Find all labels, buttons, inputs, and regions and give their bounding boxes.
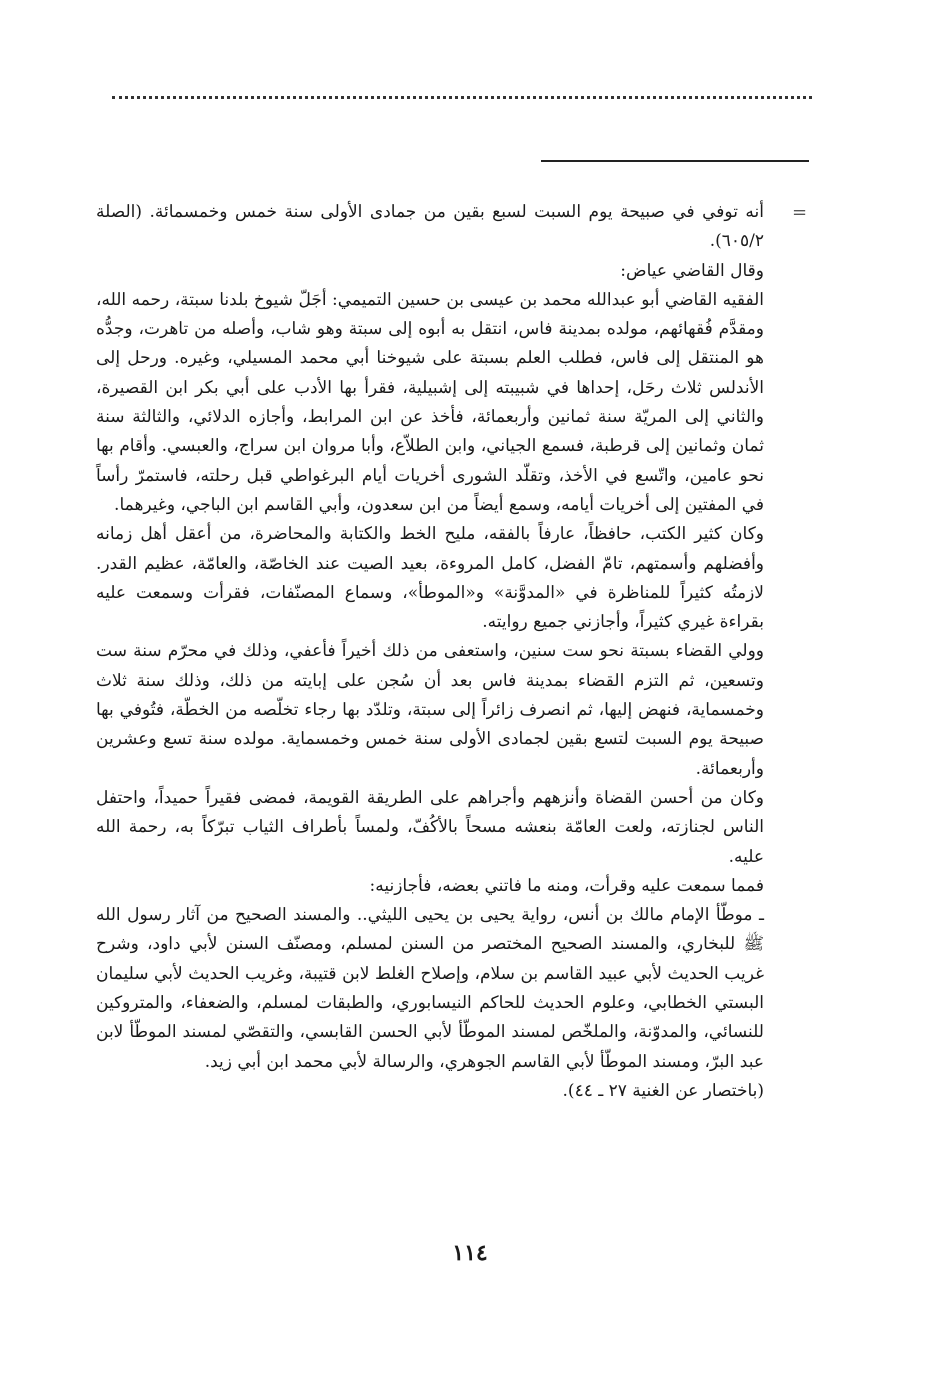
source-citation: (باختصار عن الغنية ٢٧ ـ ٤٤).	[562, 1080, 764, 1101]
footnote-line: وقال القاضي عياض:	[620, 260, 764, 281]
header-dotted-rule	[112, 96, 812, 99]
footnote-paragraph: ـ موطّأ الإمام مالك بن أنس، رواية يحيى بن يحيى الليثي.. والمسند الصحيح من آثار رسول الله ﷺ للبخاري، والمسند الصحيح المختصر من السنن لمسلم، ومصنّف السنن لأبي داود، وشرح غريب الحديث لأبي عبيد القاسم بن سلام، وإصلاح الغلط لابن قتيبة، وغريب الحديث لأبي سليمان البستي الخطابي، وعلوم الحديث للحاكم النيسابوري، والطبقات لمسلم، والضعفاء، والمتروكين للنسائي، والمدوّنة، والملخّص لمسند الموطّأ لأبي الحسن القابسي، والتقصّي لمسند الموطّأ لابن عبد البرّ، ومسند الموطّأ لأبي القاسم الجوهري، والرسالة لأبي محمد ابن أبي زيد.	[96, 905, 764, 1072]
continuation-marker: =	[792, 202, 808, 223]
footnote-paragraph: الفقيه القاضي أبو عبدالله محمد بن عيسى بن حسين التميمي: أجَلّ شيوخ بلدنا سبتة، رحمه الله، ومقدَّم فُقهائهم، مولده بمدينة فاس، انتقل به أبوه إلى سبتة وهو شاب، وأصله من تاهرت، وجدُّه هو المنتقل إلى فاس، فطلب العلم بسبتة على شيوخنا أبي محمد المسيلي، وغيره. ورحل إلى الأندلس ثلاث رحَل، إحداها في شبيبته إلى إشبيلية، فقرأ بها الأدب على أبي بكر ابن القصيرة، والثاني إلى المريّة سنة ثمانين وأربعمائة، فأخذ عن ابن المرابط، وأجازه الدلائي، والثالثة سنة ثمان وثمانين إلى قرطبة، فسمع الجياني، وابن الطلاّع، وأبا مروان ابن سراج، والعبسي. وأقام بها نحو عامين، واتّسع في الأخذ، وتقلّد الشورى أخريات أيام البرغواطي قبل رحلته، فاستمرّ رأساً في المفتين إلى أخريات أيامه، وسمع أيضاً من ابن سعدون، وأبي القاسم ابن الباجي، وغيرهما.	[96, 289, 764, 515]
footnote-line: أنه توفي في صبيحة يوم السبت لسبع بقين من جمادى الأولى سنة خمس وخمسمائة. (الصلة ٦٠٥/٢).	[96, 202, 764, 252]
footnote-separator-rule	[541, 160, 809, 162]
footnote-text	[96, 198, 764, 1106]
footnote-paragraph: وكان من أحسن القضاة وأنزههم وأجراهم على الطريقة القويمة، فمضى فقيراً حميداً، واحتفل الناس لجنازته، ولعت العامّة بنعشه مسحاً بالأكُفّ، ولمساً بأطراف الثياب تبرّكاً به، رحمة الله عليه.	[96, 787, 764, 867]
footnote-paragraph: وكان كثير الكتب، حافظاً، عارفاً بالفقه، مليح الخط والكتابة والمحاضرة، من أعقل أهل زمانه وأفضلهم وأسمتهم، تامّ الفضل، كامل المروءة، بعيد الصيت عند الخاصّة، والعامّة، عظيم القدر. لازمتُه كثيراً للمناظرة في «المدوَّنة» و«الموطأ»، وسماع المصنّفات، فقرأت وسمعت عليه بقراءة غيري كثيراً، وأجازني جميع روايته.	[96, 524, 764, 633]
footnote-line: فمما سمعت عليه وقرأت، ومنه ما فاتني بعضه، فأجازنيه:	[369, 875, 764, 896]
footnote-paragraph: وولي القضاء بسبتة نحو ست سنين، واستعفى من ذلك أخيراً فأعفي، وذلك في محرّم سنة ست وتسعين، ثم التزم القضاء بمدينة فاس بعد أن سُجن على إبايته من ذلك، وذلك سنة ثلاث وخمسماية، فنهض إليها، ثم انصرف زائراً إلى سبتة، وتلدّد بها رجاء تخلّصه من الخطّة، فتُوفي بها صبيحة يوم السبت لتسع بقين لجمادى الأولى سنة خمس وخمسماية. مولده سنة تسع وعشرين وأربعمائة.	[96, 641, 764, 779]
page-number: ١١٤	[452, 1240, 488, 1266]
